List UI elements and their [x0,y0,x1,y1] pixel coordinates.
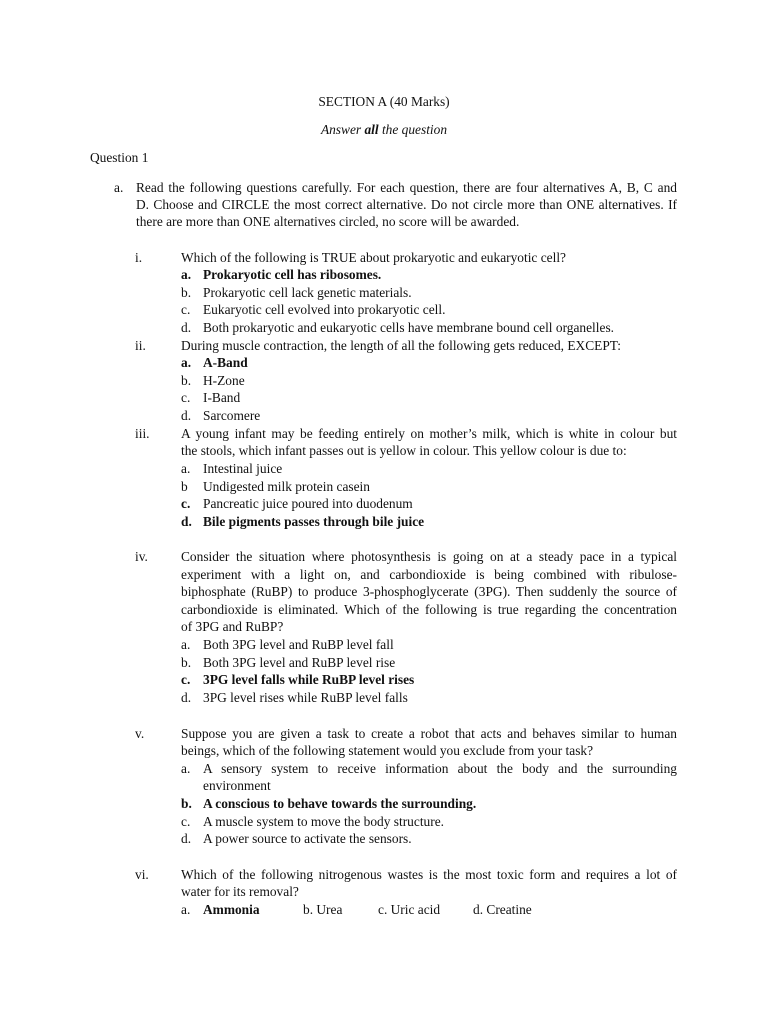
option-text: A sensory system to receive information about the body and the surrounding [203,761,677,776]
option-text: Both prokaryotic and eukaryotic cells have membrane bound cell organelles. [203,320,615,335]
option-letter: d. [181,690,192,705]
option-letter: c. [181,814,191,829]
option-letter: b. [181,285,192,300]
option-text-continued: environment [203,778,271,793]
option-letter: d. [181,408,192,423]
option-letter: c. [181,390,191,405]
option-text: Intestinal juice [203,461,283,476]
part-marker: a. [114,180,124,195]
option-letter: a. [181,355,192,370]
question-text: A young infant may be feeding entirely on mother’s milk, which is white in colour but [181,426,677,441]
option-text: Prokaryotic cell lack genetic materials. [203,285,412,300]
option-letter: a. [181,637,191,652]
option-letter: d. [181,514,192,529]
question-text: Which of the following is TRUE about prokaryotic and eukaryotic cell? [181,250,566,265]
instruction [0,121,768,139]
option-letter: b. [181,655,192,670]
option-text: H-Zone [203,373,245,388]
option-letter: c. [181,302,191,317]
question-number: v. [135,726,145,741]
option-letter: b. [181,796,192,811]
option-text: 3PG level rises while RuBP level falls [203,690,408,705]
question-number: vi. [135,867,149,882]
option-text-correct: 3PG level falls while RuBP level rises [203,672,415,687]
option-letter: d. [181,320,192,335]
option-inline: b. Urea [303,902,343,917]
question-text: of 3PG and RuBP? [181,619,284,634]
question-text: Which of the following nitrogenous wastes is the most toxic form and requires a lot of [181,867,677,882]
option-text-correct: A-Band [203,355,248,370]
part-line-2: D. Choose and CIRCLE the most correct alternative. Do not circle more than ONE alternatives. If [136,197,677,212]
question-text: During muscle contraction, the length of all the following gets reduced, EXCEPT: [181,338,622,353]
option-inline: c. Uric acid [378,902,441,917]
question-text: carbondioxide is eliminated. Which of the following is true regarding the concentration [181,602,677,617]
option-letter: b. [181,373,192,388]
option-text: Both 3PG level and RuBP level rise [203,655,396,670]
section-title: SECTION A (40 Marks) [318,94,450,109]
instruction-pre: Answer [320,122,365,137]
option-letter: a. [181,267,192,282]
question-number: iv. [135,549,148,564]
instruction-post: the question [378,122,448,137]
option-text: Eukaryotic cell evolved into prokaryotic cell. [203,302,446,317]
question-text: beings, which of the following statement would you exclude from your task? [181,743,594,758]
part-line-1: Read the following questions carefully. For each question, there are four alternatives A, B, C and [136,180,677,195]
option-letter: a. [181,761,191,776]
option-letter: d. [181,831,192,846]
question-text: experiment with a light on, and carbondioxide is being combined with ribulose- [181,567,677,582]
question-text: biphosphate (RuBP) to produce 3-phosphoglycerate (3PG). Then suddenly the source of [181,584,677,599]
option-text: A muscle system to move the body structure. [203,814,444,829]
option-inline: d. Creatine [473,902,532,917]
instruction-bold: all [364,122,379,137]
question-number: ii. [135,338,146,353]
option-text-correct: Ammonia [203,902,260,917]
option-text-correct: A conscious to behave towards the surrounding. [203,796,477,811]
option-text: A power source to activate the sensors. [203,831,412,846]
question-number: iii. [135,426,150,441]
option-text: Sarcomere [203,408,261,423]
option-text-correct: Prokaryotic cell has ribosomes. [203,267,382,282]
option-letter: c. [181,672,191,687]
option-letter: b [181,479,188,494]
question-number: i. [135,250,143,265]
question-text: the stools, which infant passes out is yellow in colour. This yellow colour is due to: [181,443,627,458]
question-text: water for its removal? [181,884,299,899]
option-text: Undigested milk protein casein [203,479,370,494]
option-letter: a. [181,902,191,917]
option-text-correct: Bile pigments passes through bile juice [203,514,425,529]
part-line-3: there are more than ONE alternatives circled, no score will be awarded. [136,214,520,229]
option-text: Both 3PG level and RuBP level fall [203,637,394,652]
question-text: Consider the situation where photosynthesis is going on at a steady pace in a typical [181,549,677,564]
question-label: Question 1 [90,150,149,165]
option-letter: c. [181,496,191,511]
question-text: Suppose you are given a task to create a robot that acts and behaves similar to human [181,726,677,741]
option-letter: a. [181,461,191,476]
option-text: Pancreatic juice poured into duodenum [203,496,413,511]
option-text: I-Band [203,390,241,405]
